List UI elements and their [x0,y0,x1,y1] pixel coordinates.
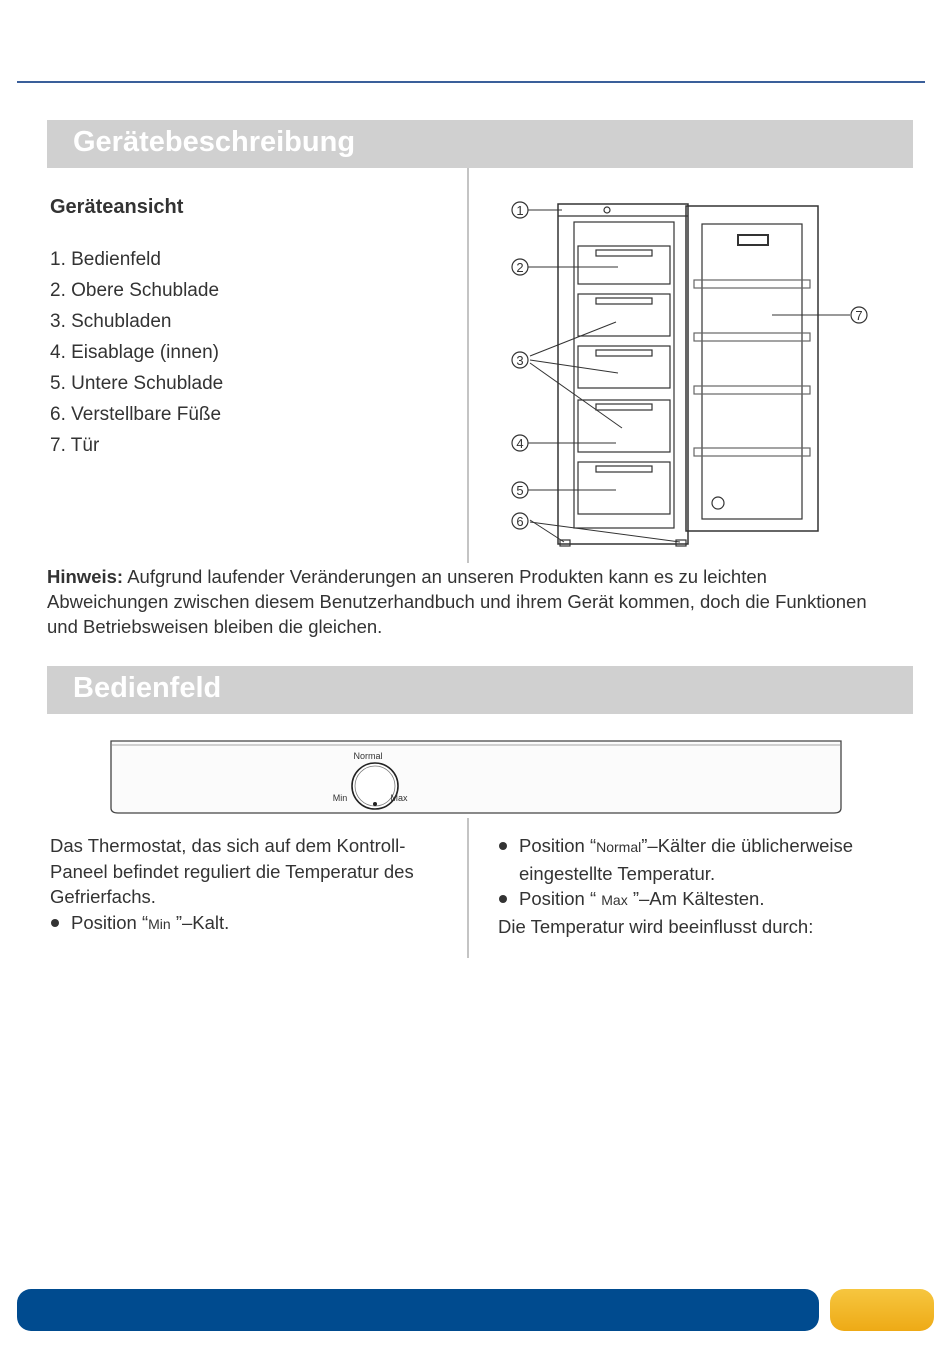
callout-6 [512,513,528,529]
callout-4 [512,435,528,451]
section-header-geraetebeschreibung [47,120,913,168]
door-logo [738,235,768,245]
footer-bar [17,1289,819,1331]
svg-text:3: 3 [516,353,524,368]
callout-3 [512,352,528,368]
thermostat-intro: Das Thermostat, das sich auf dem Kontroll-Paneel befindet reguliert die Temperatur des Gefrierfachs. [50,835,414,907]
callout-7 [851,307,867,323]
callout-1 [512,202,528,218]
door-outline [686,206,818,531]
svg-text:7: 7 [855,308,863,323]
list-item: 7. Tür [50,435,100,456]
bullet-normal: Position “Normal”–Kälter die üblicherweise eingestellte Temperatur. [498,833,898,886]
list-item: 3. Schubladen [50,311,172,332]
callout-5 [512,482,528,498]
label-max: Max [390,793,408,803]
note-label: Hinweis: [47,566,124,587]
svg-text:5: 5 [516,483,524,498]
parts-list [50,248,223,465]
note-paragraph [47,564,887,639]
bullet-dot-icon [51,919,59,927]
list-item: 5. Untere Schublade [50,373,224,394]
max-value: Max [601,892,628,908]
list-item: 2. Obere Schublade [50,280,220,301]
thermostat-knob-mark [604,207,610,213]
callout-2 [512,259,528,275]
drawers [578,246,670,514]
column-divider [467,168,469,563]
door-shelves [694,280,810,456]
thermostat-positions [498,833,898,939]
label-min: Min [332,793,348,803]
influence-text: Die Temperatur wird beeinflusst durch: [498,915,814,937]
top-rule [17,81,925,83]
door-inner [702,224,802,519]
view-title: Geräteansicht [50,196,184,218]
svg-text:1: 1 [516,203,524,218]
bullet-max: Position “ Max ”–Am Kältesten. [498,886,898,914]
section-header-bedienfeld [47,666,913,714]
control-panel-diagram [108,738,844,818]
label-normal: Normal [353,751,383,761]
thermostat-description [50,833,450,937]
svg-text:6: 6 [516,514,524,529]
freezer-diagram [500,190,900,555]
bullet-dot-icon [499,895,507,903]
list-item: 4. Eisablage (innen) [50,342,219,363]
feet [560,540,686,546]
cabinet-inner [574,222,674,528]
list-item: 6. Verstellbare Füße [50,404,222,425]
normal-value: Normal [596,839,642,855]
knob-indicator [373,802,377,806]
svg-text:2: 2 [516,260,524,275]
section-title: Gerätebeschreibung [73,126,356,158]
note-text: Aufgrund laufender Veränderungen an unseren Produkten kann es zu leichten Abweichungen zwischen diesem Benutzerhandbuch und ihrem Gerät kommen, doch die Funktionen und Betriebsweisen bleiben die gleichen. [47,566,867,637]
svg-text:4: 4 [516,436,524,451]
section-title: Bedienfeld [73,672,222,704]
column-divider [467,818,469,958]
bullet-min: Position “Min ”–Kalt. [50,910,450,938]
list-item: 1. Bedienfeld [50,249,161,270]
min-value: Min [148,915,171,932]
panel-outline [111,741,841,813]
footer-accent [830,1289,934,1331]
door-badge-icon [712,497,724,509]
bullet-dot-icon [499,842,507,850]
